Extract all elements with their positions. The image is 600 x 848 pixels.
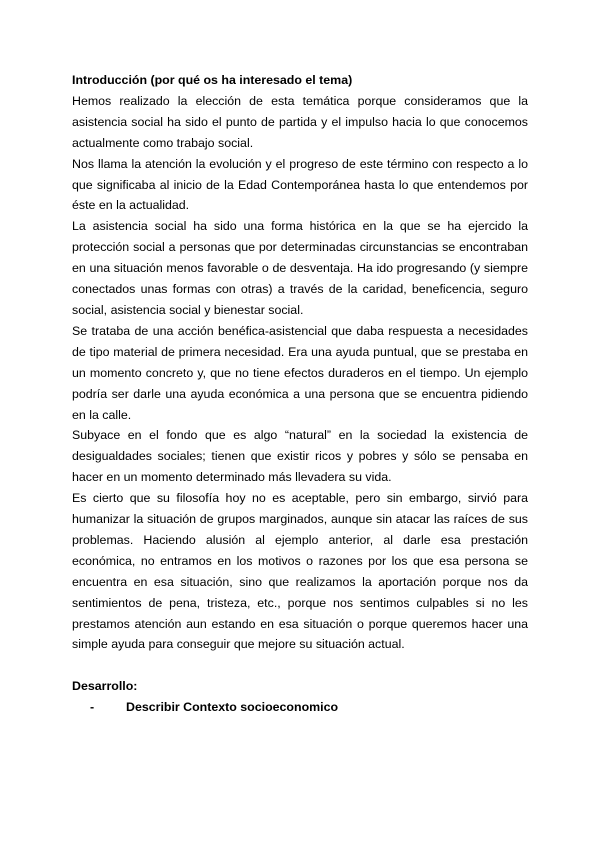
list-item — [72, 697, 528, 718]
paragraph-2: Nos llama la atención la evolución y el progreso de este término con respecto a lo que significaba al inicio de la Edad Contemporánea hasta lo que entendemos por éste en la actualidad. — [72, 156, 528, 213]
list-bullet: - — [90, 700, 95, 715]
blank-line — [72, 655, 528, 676]
paragraph-6: Es cierto que su filosofía hoy no es aceptable, pero sin embargo, sirvió para humanizar la situación de grupos marginados, aunque sin atacar las raíces de sus problemas. Haciendo alusión al ejemplo anterior, al darle esa prestación económica, no entramos en los motivos o razones por los que esa persona se encuentra en esa situación, sino que realizamos la aportación porque nos da sentimientos de pena, tristeza, etc., porque nos sentimos culpables si no les prestamos atención aun estando en esa situación o porque queremos hacer una simple ayuda para conseguir que mejore su situación actual. — [72, 491, 528, 652]
paragraph-4: Se trataba de una acción benéfica-asistencial que daba respuesta a necesidades de tipo material de primera necesidad. Era una ayuda puntual, que se prestaba en un momento concreto y, que no tiene efectos duraderos en el tiempo. Un ejemplo podría ser darle una ayuda económica a una persona que se encuentra pidiendo en la calle. — [72, 323, 528, 422]
document-body — [72, 70, 528, 718]
development-list — [72, 697, 528, 718]
paragraph-3: La asistencia social ha sido una forma histórica en la que se ha ejercido la protección social a personas que por determinadas circunstancias se encontraban en una situación menos favorable o de desventaja. Ha ido progresando (y siempre conectados unas formas con otras) a través de la caridad, beneficencia, seguro social, asistencia social y bienestar social. — [72, 219, 528, 317]
intro-heading: Introducción (por qué os ha interesado el tema) — [72, 73, 353, 87]
paragraph-5: Subyace en el fondo que es algo “natural” en la sociedad la existencia de desigualdades sociales; tienen que existir ricos y pobres y sólo se pensaba en hacer en un momento determinado más llevadera su vida. — [72, 428, 528, 485]
list-item-text: Describir Contexto socioeconomico — [126, 700, 339, 715]
development-heading: Desarrollo: — [72, 679, 138, 694]
paragraph-1: Hemos realizado la elección de esta temática porque consideramos que la asistencia social ha sido el punto de partida y el impulso hacia lo que conocemos actualmente como trabajo social. — [72, 93, 528, 150]
